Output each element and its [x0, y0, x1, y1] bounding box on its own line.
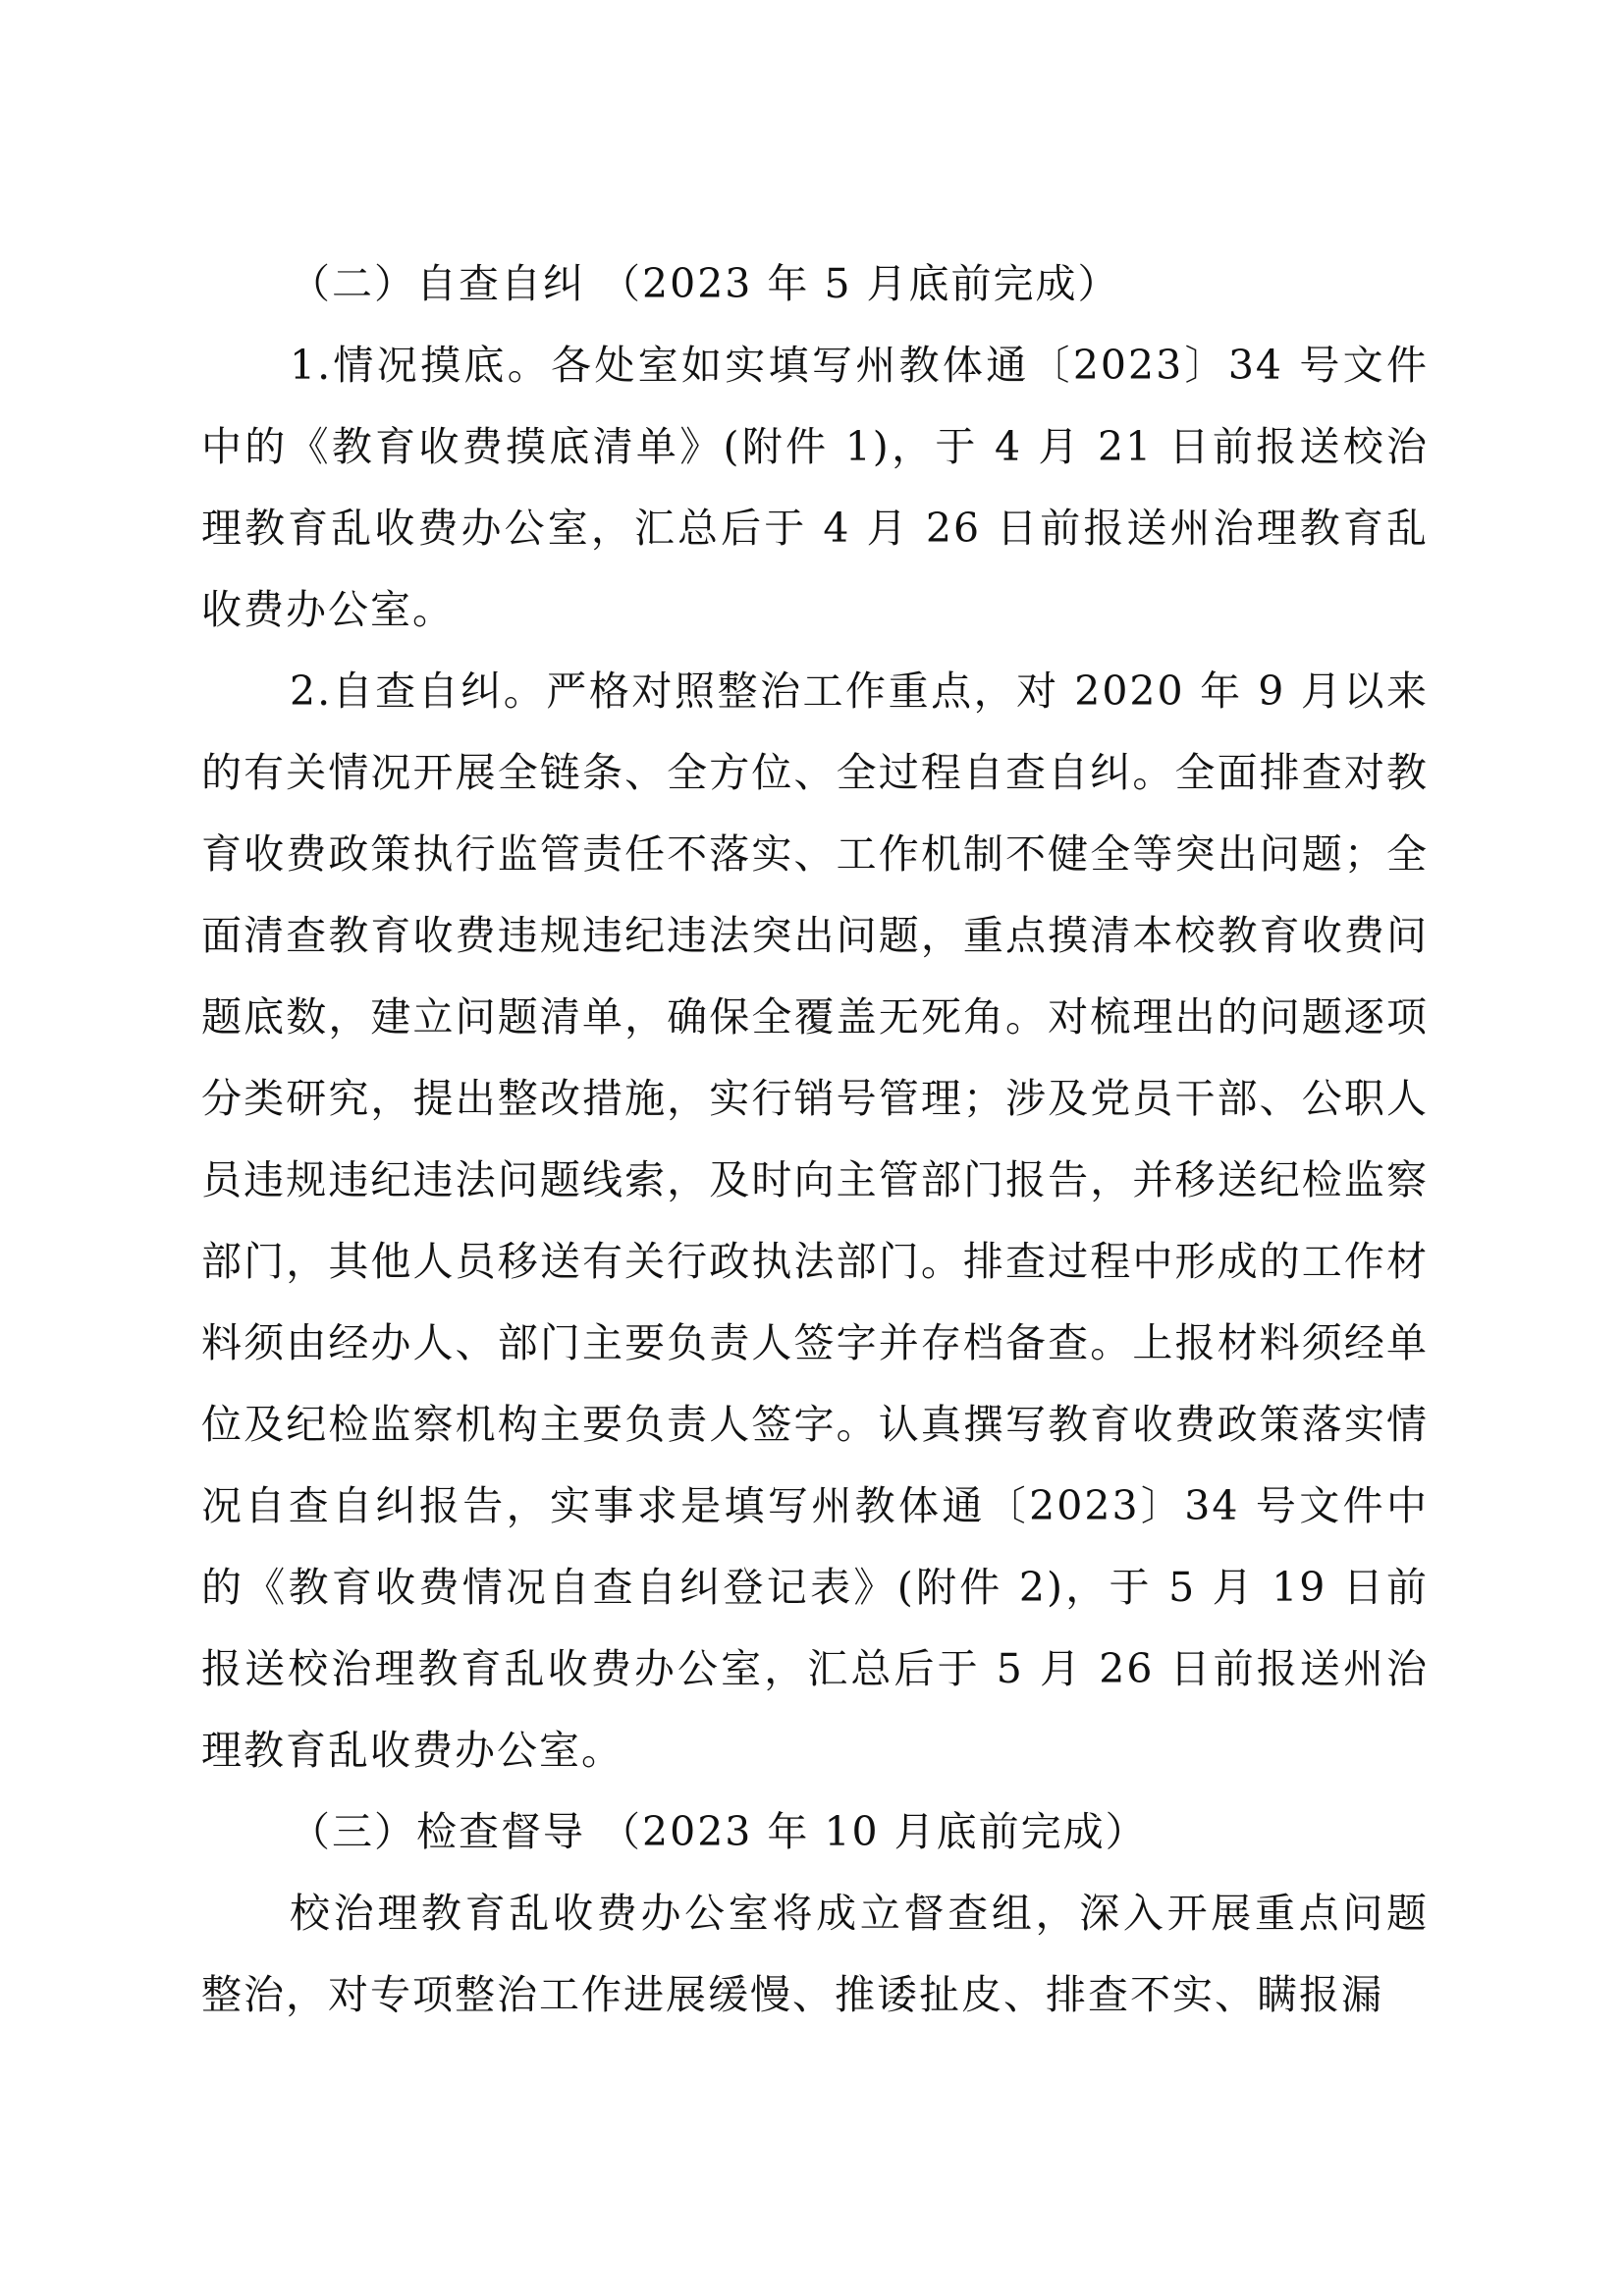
- paragraph-self-correction: 2.自查自纠。严格对照整治工作重点，对 2020 年 9 月以来的有关情况开展全链条、全方位、全过程自查自纠。全面排查对教育收费政策执行监管责任不落实、工作机制不健全等突出问题；全面清查教育收费违规违纪违法突出问题，重点摸清本校教育收费问题底数，建立问题清单，确保全覆盖无死角。对梳理出的问题逐项分类研究，提出整改措施，实行销号管理；涉及党员干部、公职人员违规违纪违法问题线索，及时向主管部门报告，并移送纪检监察部门，其他人员移送有关行政执法部门。排查过程中形成的工作材料须由经办人、部门主要负责人签字并存档备查。上报材料须经单位及纪检监察机构主要负责人签字。认真撰写教育收费政策落实情况自查自纠报告，实事求是填写州教体通〔2023〕34 号文件中的《教育收费情况自查自纠登记表》(附件 2)，于 5 月 19 日前报送校治理教育乱收费办公室，汇总后于 5 月 26 日前报送州治理教育乱收费办公室。: [201, 667, 1429, 1774]
- document-body: [201, 243, 1429, 2036]
- paragraph-supervision-team: 校治理教育乱收费办公室将成立督查组，深入开展重点问题整治，对专项整治工作进展缓慢、推诿扯皮、排查不实、瞒报漏: [201, 1890, 1429, 2018]
- paragraph-situation-survey: 1.情况摸底。各处室如实填写州教体通〔2023〕34 号文件中的《教育收费摸底清单》(附件 1)，于 4 月 21 日前报送校治理教育乱收费办公室，汇总后于 4 月 26 日前报送州治理教育乱收费办公室。: [201, 342, 1429, 633]
- section-heading-self-inspection: （二）自查自纠 （2023 年 5 月底前完成）: [290, 260, 1120, 307]
- section-heading-inspection-supervision: （三）检查督导 （2023 年 10 月底前完成）: [290, 1808, 1148, 1855]
